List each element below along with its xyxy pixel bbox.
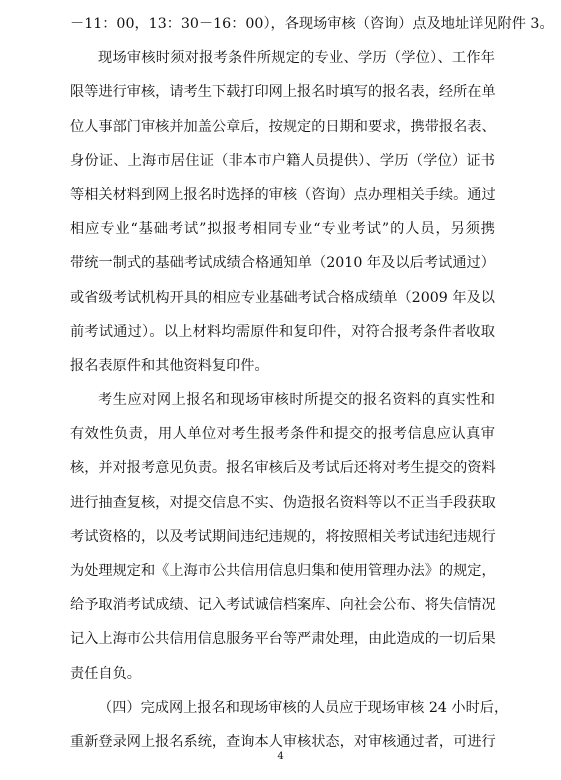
text-line: 报名表原件和其他资料复印件。 (70, 357, 269, 374)
text-line: 带统一制式的基础考试成绩合格通知单（2010 年及以后考试通过） (70, 255, 495, 272)
text-line: 或省级考试机构开具的相应专业基础考试合格成绩单（2009 年及以 (70, 289, 495, 306)
paragraph-1 (70, 14, 554, 48)
text-line: 记入上海市公共信用信息服务平台等严肃处理，由此造成的一切后果 (70, 631, 496, 648)
text-line: 重新登录网上报名系统，查询本人审核状态，对审核通过者，可进行 (70, 733, 496, 750)
document-body (70, 14, 554, 766)
paragraph-3 (70, 390, 495, 698)
text-line: 进行抽查复核，对提交信息不实、伪造报名资料等以不正当手段获取 (70, 494, 496, 511)
text-line: 现场审核时须对报考条件所规定的专业、学历（学位）、工作年 (98, 50, 495, 67)
text-line: 责任自负。 (70, 665, 141, 682)
text-line: 身份证、上海市居住证（非本市户籍人员提供）、学历（学位）证书 (70, 152, 495, 169)
paragraph-2 (70, 48, 495, 390)
text-line: 有效性负责，用人单位对考生报考条件和提交的报考信息应认真审 (70, 426, 495, 443)
text-line: 等相关材料到网上报名时选择的审核（咨询）点办理相关手续。通过 (70, 186, 496, 203)
text-line: 考试资格的，以及考试期间违纪违规的，将按照相关考试违纪违规行 (70, 528, 496, 545)
page-number: 4 (277, 751, 284, 762)
text-line: 位人事部门审核并加盖公章后，按规定的日期和要求，携带报名表、 (70, 118, 496, 135)
text-line: －11：00，13：30－16：00），各现场审核（咨询）点及地址详见附件 3。 (70, 16, 554, 32)
text-line: 考生应对网上报名和现场审核时所提交的报名资料的真实性和 (98, 392, 495, 409)
text-line: （四）完成网上报名和现场审核的人员应于现场审核 24 小时后， (98, 699, 509, 716)
text-line: 限等进行审核，请考生下载打印网上报名时填写的报名表，经所在单 (70, 84, 496, 101)
text-line: 相应专业“基础考试”拟报考相同专业“专业考试”的人员，另须携 (70, 221, 495, 238)
text-line: 核，并对报考意见负责。报名审核后及考试后还将对考生提交的资料 (70, 460, 496, 477)
text-line: 为处理规定和《上海市公共信用信息归集和使用管理办法》的规定， (70, 563, 496, 579)
text-line: 前考试通过）。以上材料均需原件和复印件，对符合报考条件者收取 (70, 323, 495, 340)
text-line: 给予取消考试成绩、记入考试诚信档案库、向社会公布、将失信情况 (70, 597, 496, 614)
